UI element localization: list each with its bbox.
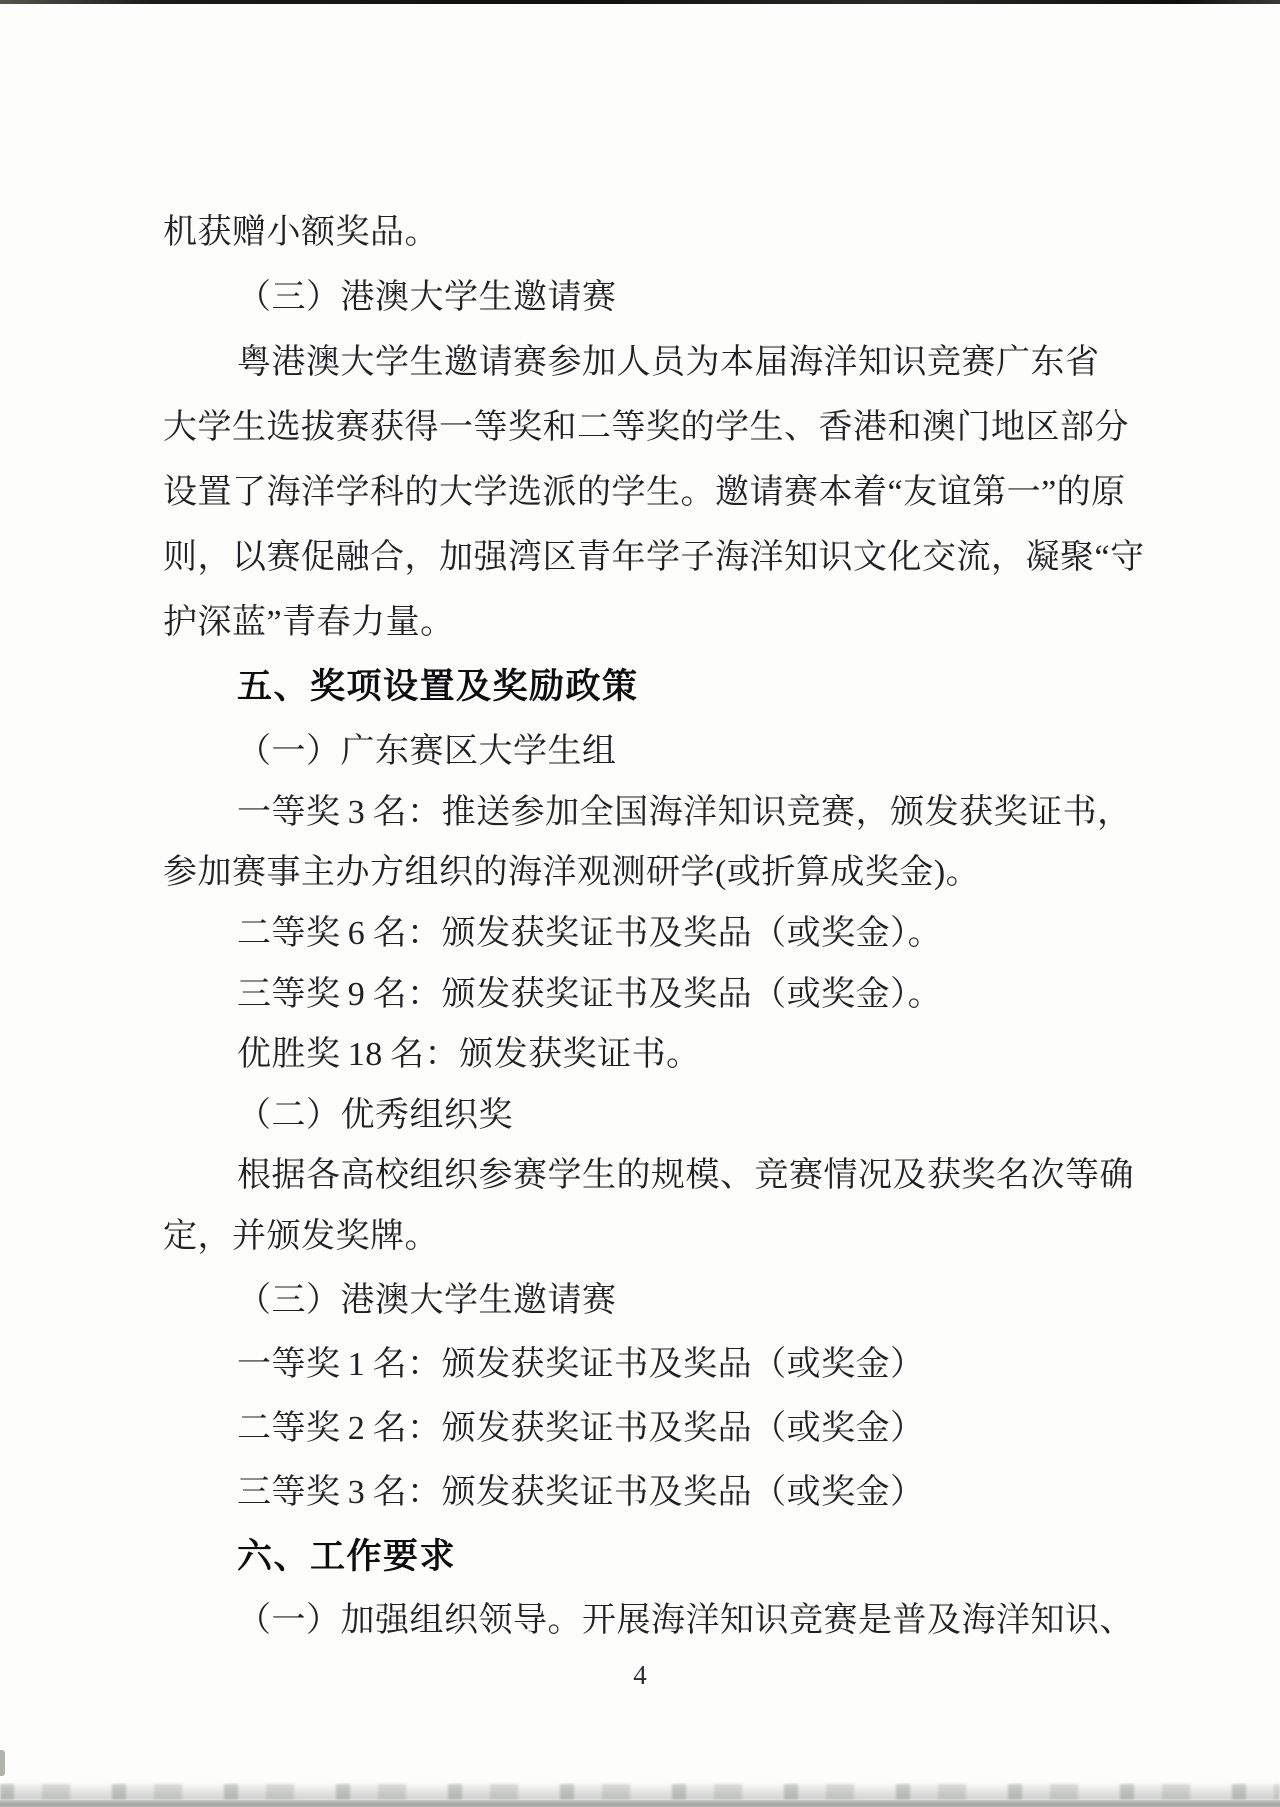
text-line: 机获赠小额奖品。 [163,214,439,251]
text-line: 大学生选拔赛获得一等奖和二等奖的学生、香港和澳门地区部分 [163,409,1129,446]
section-heading: 五、奖项设置及奖励政策 [237,667,639,706]
sub-heading: （三）港澳大学生邀请赛 [237,279,617,316]
text-line: 则，以赛促融合，加强湾区青年学子海洋知识文化交流，凝聚“守 [163,539,1145,576]
text-line: 一等奖 1 名：颁发获奖证书及奖品（或奖金） [237,1346,925,1383]
scan-edge-bottom-line [0,1800,1280,1807]
text-line: （一）加强组织领导。开展海洋知识竞赛是普及海洋知识、 [237,1602,1134,1639]
text-line: 优胜奖 18 名：颁发获奖证书。 [237,1036,701,1073]
section-heading: 六、工作要求 [237,1537,457,1576]
text-line: 定，并颁发奖牌。 [163,1218,439,1255]
scan-noise-band [0,1784,1280,1800]
text-line: 设置了海洋学科的大学选派的学生。邀请赛本着“友谊第一”的原 [163,474,1126,511]
scan-mark-left-edge [0,1750,5,1776]
text-line: 参加赛事主办方组织的海洋观测研学(或折算成奖金)。 [163,854,981,891]
text-line: 根据各高校组织参赛学生的规模、竞赛情况及获奖名次等确 [237,1157,1134,1194]
text-line: 护深蓝”青春力量。 [163,604,455,641]
text-line: 二等奖 6 名：颁发获奖证书及奖品（或奖金）。 [237,915,943,952]
scan-edge-top-line [0,0,1280,4]
text-line: 一等奖 3 名：推送参加全国海洋知识竞赛，颁发获奖证书， [237,794,1132,831]
text-line: 粤港澳大学生邀请赛参加人员为本届海洋知识竞赛广东省 [237,344,1100,381]
sub-heading: （一）广东赛区大学生组 [237,733,617,770]
sub-heading: （二）优秀组织奖 [237,1097,513,1134]
sub-heading: （三）港澳大学生邀请赛 [237,1282,617,1319]
text-line: 三等奖 9 名：颁发获奖证书及奖品（或奖金）。 [237,976,943,1013]
page-number: 4 [633,1660,647,1690]
text-line: 二等奖 2 名：颁发获奖证书及奖品（或奖金） [237,1410,925,1447]
text-line: 三等奖 3 名：颁发获奖证书及奖品（或奖金） [237,1474,925,1511]
